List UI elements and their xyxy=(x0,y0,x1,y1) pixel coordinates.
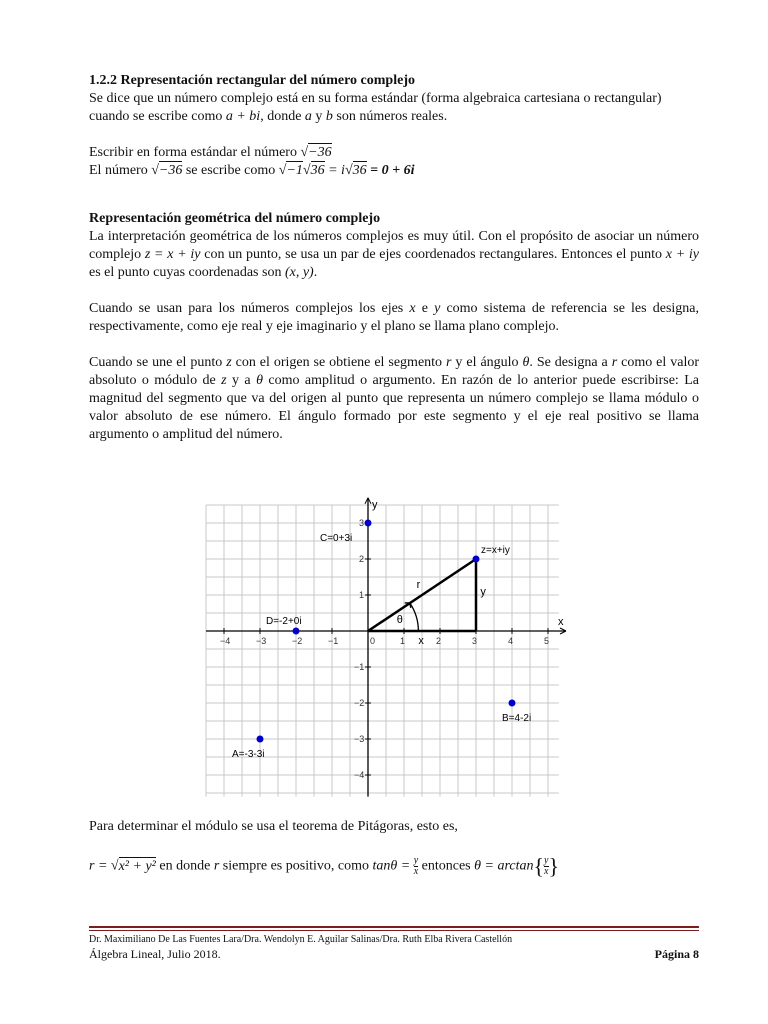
footer-course: Álgebra Lineal, Julio 2018. xyxy=(89,947,221,961)
x-tick-label: −1 xyxy=(328,636,339,646)
y-tick-label: 3 xyxy=(359,518,365,528)
y-tick-label: −3 xyxy=(354,734,365,744)
point-marker xyxy=(365,520,372,527)
modulus-formula: r = √x² + y² en donde r siempre es positivo, como tanθ = $\frac{y}{x}$ entonces θ = arctan{ $\frac{y}{x}$ } xyxy=(89,853,560,879)
paragraph-geometric-interpretation: La interpretación geométrica de los números complejos es muy útil. Con el propósito de asociar un número complejo z = x + iy con un punto, se usa un par de ejes coordenados rectangulares. Entonces el punto x + iy es el punto cuyas coordenadas son (x, y). xyxy=(89,229,700,280)
x-axis-label: x xyxy=(558,616,564,628)
x-tick-label: 0 xyxy=(370,636,376,646)
page-number: Página 8 xyxy=(654,947,699,961)
paragraph-standard-form: Se dice que un número complejo está en su forma estándar (forma algebraica cartesiana o rectangular) cuando se escribe como a + bi, donde a y b son números reales. xyxy=(89,91,662,124)
point-label: C=0+3i xyxy=(320,533,353,544)
x-tick-label: −3 xyxy=(256,636,267,646)
footer-authors: Dr. Maximiliano De Las Fuentes Lara/Dra. Wendolyn E. Aguilar Salinas/Dra. Ruth Elba Rivera Castellón xyxy=(89,934,513,945)
point-label: B=4-2i xyxy=(502,713,532,724)
x-tick-label: −2 xyxy=(292,636,303,646)
paragraph-axes: Cuando se usan para los números complejos los ejes x e y como sistema de referencia se les designa, respectivamente, como eje real y eje imaginario y el plano se llama plano complejo. xyxy=(89,301,699,334)
paragraph-modulus-argument: Cuando se une el punto z con el origen se obtiene el segmento r y el ángulo θ. Se designa a r como el valor absoluto o módulo de z y a θ como amplitud o argumento. En razón de lo anterior puede escribirse: La magnitud del segmento que va del origen al punto que representa un número complejo se llama módulo o valor absoluto de ese número. El ángulo formado por este segmento y el eje real positivo se llama argumento o amplitud del número. xyxy=(89,355,699,442)
complex-plane-figure xyxy=(205,490,564,805)
y-tick-label: −2 xyxy=(354,698,365,708)
x-tick-label: 1 xyxy=(400,636,406,646)
point-label: D=-2+0i xyxy=(266,616,302,627)
y-axis-label: y xyxy=(372,498,378,511)
label-theta: θ xyxy=(396,614,403,627)
x-tick-label: 4 xyxy=(508,636,514,646)
points xyxy=(232,520,531,761)
footer-rule-thin xyxy=(89,930,699,931)
section-title-geometric: Representación geométrica del número complejo xyxy=(89,211,381,226)
point-marker xyxy=(257,736,264,743)
point-marker xyxy=(509,700,516,707)
x-tick-label: 2 xyxy=(436,636,442,646)
label-x: x xyxy=(418,635,424,647)
pythagoras-intro: Para determinar el módulo se usa el teorema de Pitágoras, esto es, xyxy=(89,819,458,834)
footer-rule xyxy=(89,926,699,928)
y-tick-label: −4 xyxy=(354,770,365,780)
y-tick-label: 1 xyxy=(359,590,365,600)
y-tick-label: 2 xyxy=(359,554,365,564)
example-line-1: Escribir en forma estándar el número √−36 xyxy=(89,145,332,160)
label-y: y xyxy=(480,586,486,598)
point-marker xyxy=(473,556,480,563)
point-label: z=x+iy xyxy=(481,545,510,556)
pythagoras-section xyxy=(89,818,699,877)
document-body xyxy=(89,72,699,444)
section-title-rectangular: 1.2.2 Representación rectangular del número complejo xyxy=(89,73,415,88)
x-tick-label: 3 xyxy=(472,636,478,646)
x-tick-label: −4 xyxy=(220,636,231,646)
y-tick-label: −1 xyxy=(354,662,365,672)
example-line-2: El número √−36 se escribe como √−1√36 = i√36 = 0 + 6i xyxy=(89,163,415,178)
label-r: r xyxy=(416,578,421,591)
x-tick-label: 5 xyxy=(544,636,550,646)
point-label: A=-3-3i xyxy=(232,749,265,760)
point-marker xyxy=(293,628,300,635)
